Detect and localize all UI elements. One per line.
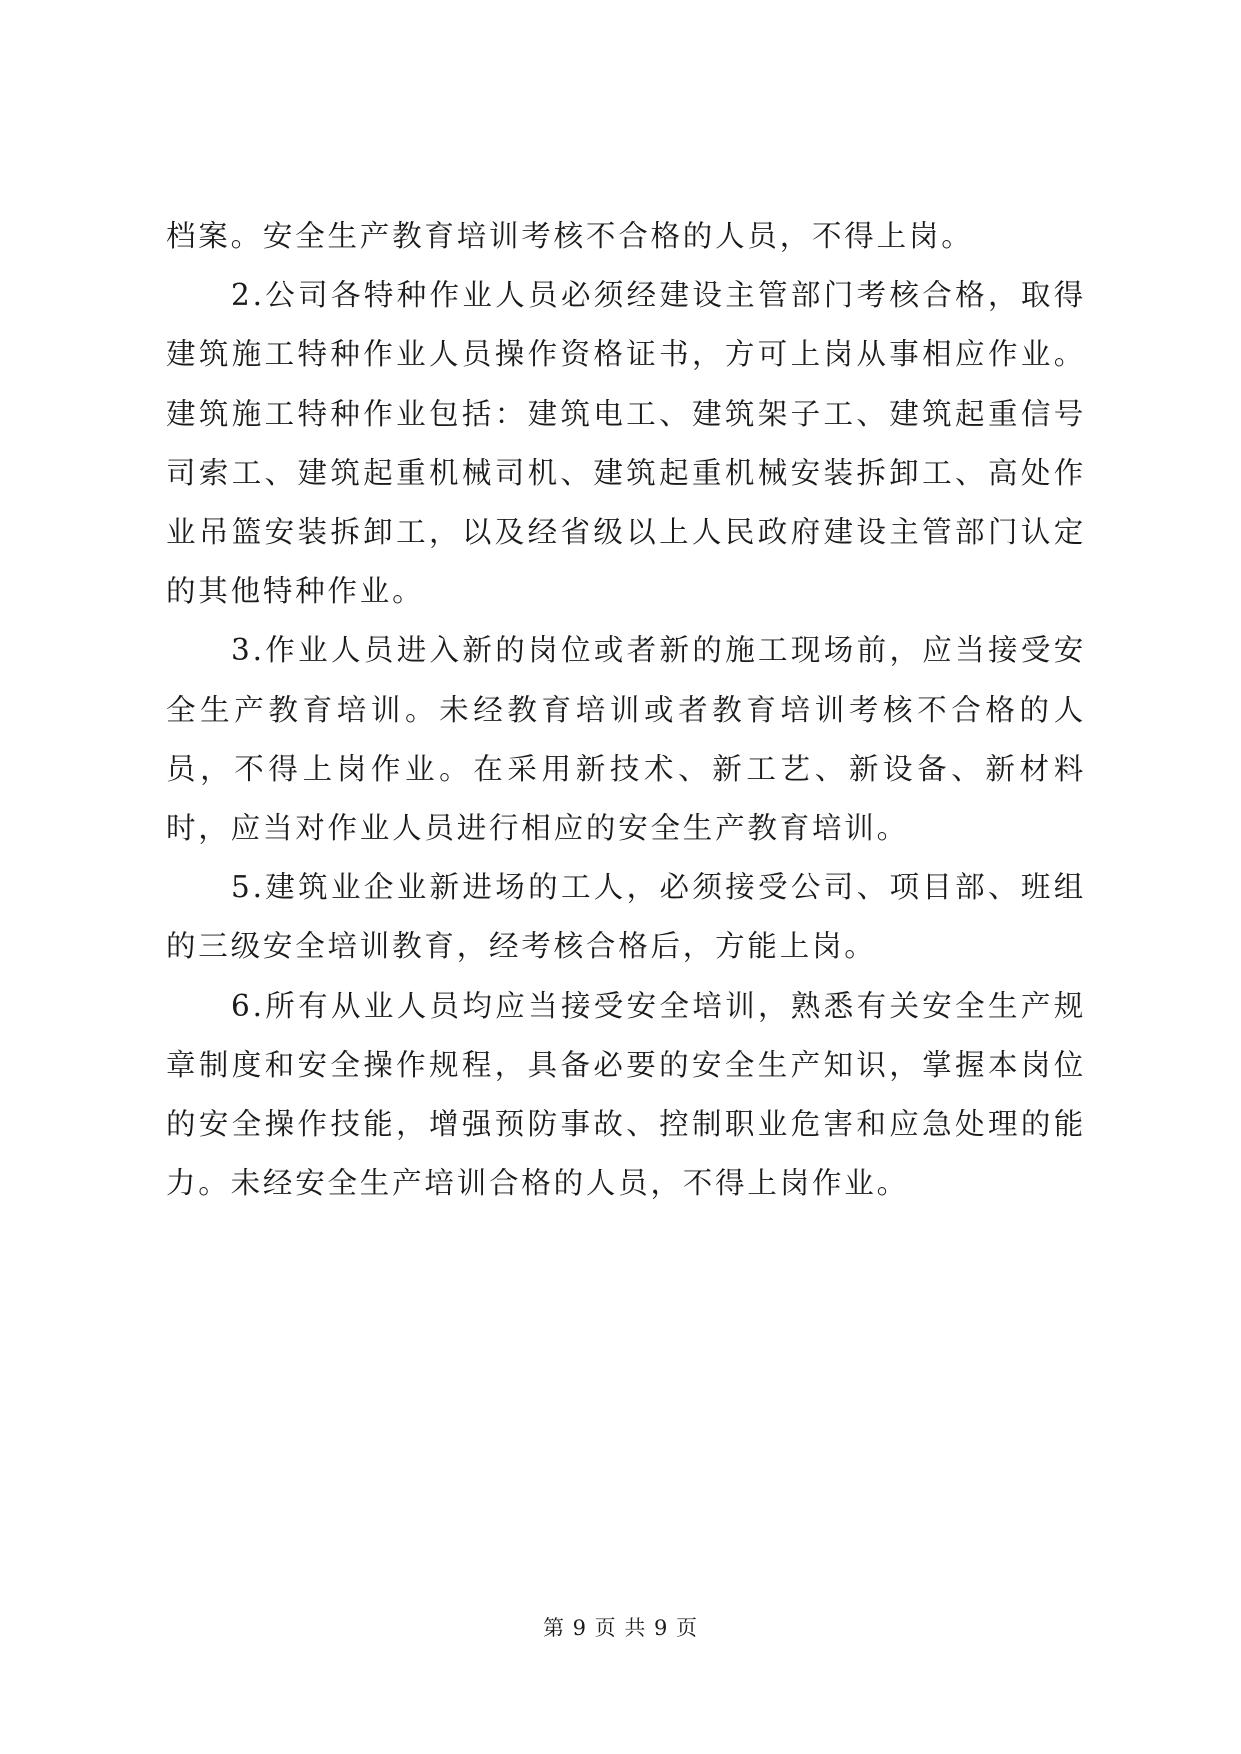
document-body	[166, 207, 1086, 1213]
page-number-footer: 第 9 页 共 9 页	[542, 1616, 699, 1640]
paragraph-item-2: 2.公司各特种作业人员必须经建设主管部门考核合格，取得建筑施工特种作业人员操作资格证书，方可上岗从事相应作业。建筑施工特种作业包括：建筑电工、建筑架子工、建筑起重信号司索工、建筑起重机械司机、建筑起重机械安装拆卸工、高处作业吊篮安装拆卸工，以及经省级以上人民政府建设主管部门认定的其他特种作业。	[166, 278, 1086, 609]
paragraph-item-3: 3.作业人员进入新的岗位或者新的施工现场前，应当接受安全生产教育培训。未经教育培训或者教育培训考核不合格的人员，不得上岗作业。在采用新技术、新工艺、新设备、新材料时，应当对作业人员进行相应的安全生产教育培训。	[166, 633, 1086, 846]
paragraph-continuation: 档案。安全生产教育培训考核不合格的人员，不得上岗。	[166, 219, 974, 253]
paragraph-item-5: 5.建筑业企业新进场的工人，必须接受公司、项目部、班组的三级安全培训教育，经考核合格后，方能上岗。	[166, 870, 1086, 964]
paragraph-item-6: 6.所有从业人员均应当接受安全培训，熟悉有关安全生产规章制度和安全操作规程，具备必要的安全生产知识，掌握本岗位的安全操作技能，增强预防事故、控制职业危害和应急处理的能力。未经安全生产培训合格的人员，不得上岗作业。	[166, 988, 1086, 1201]
